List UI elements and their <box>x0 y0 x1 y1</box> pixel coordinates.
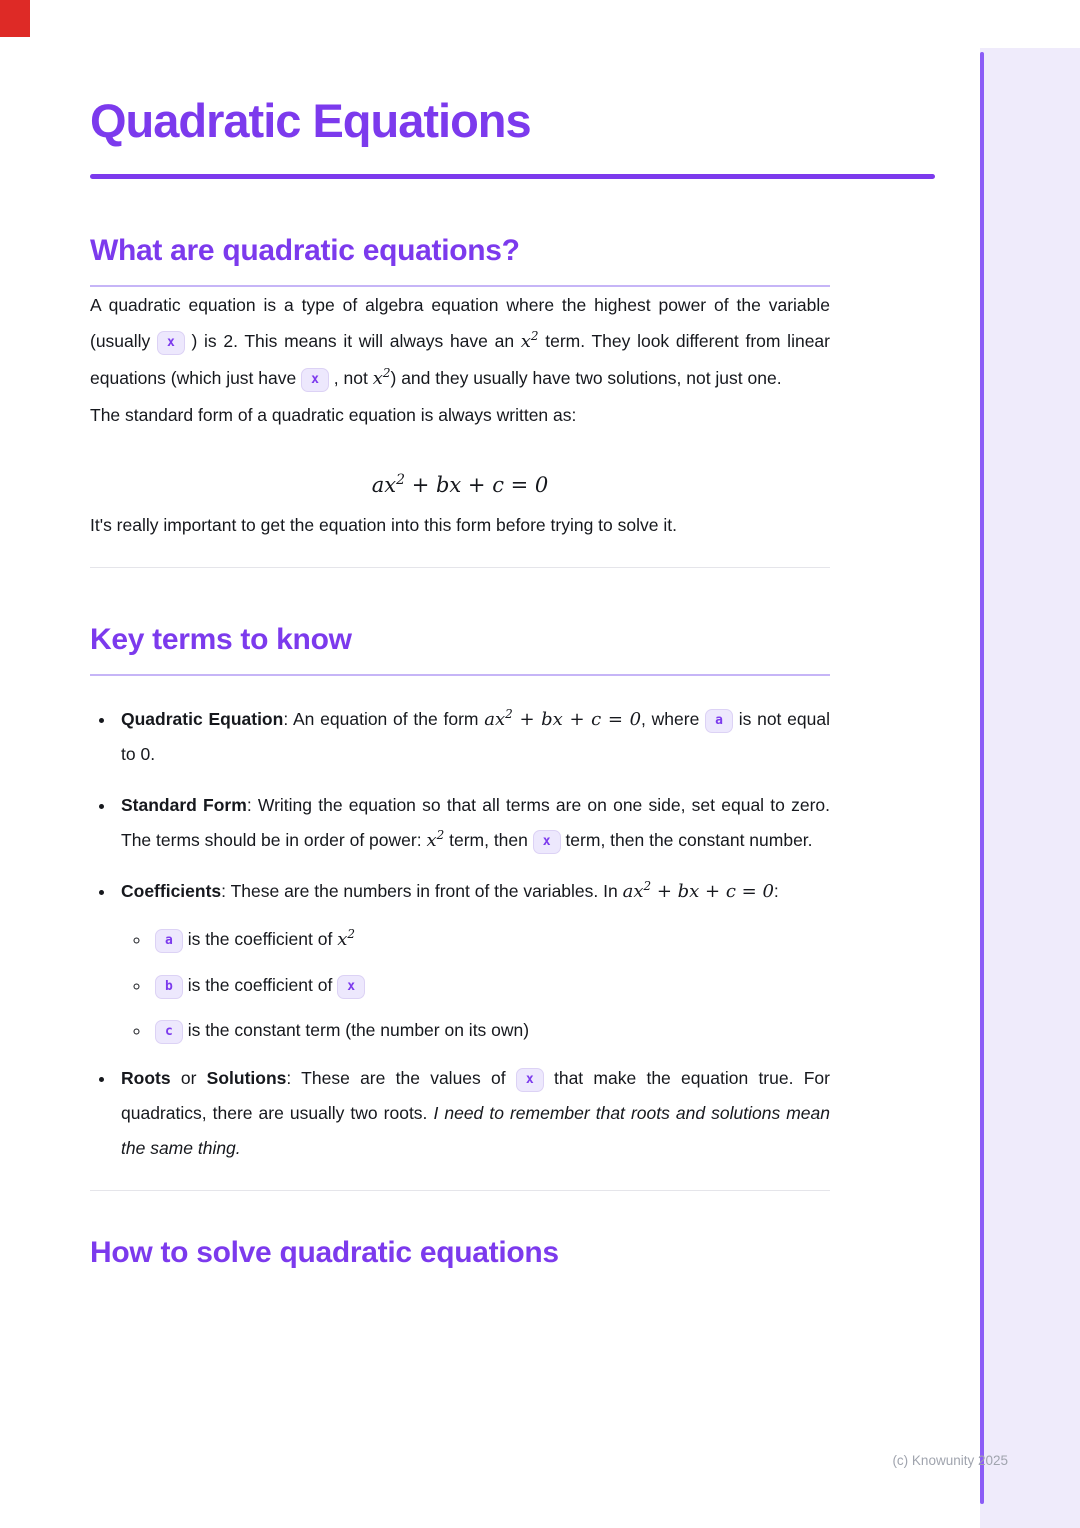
page-title: Quadratic Equations <box>90 94 531 147</box>
coefficient-sublist <box>121 924 830 1045</box>
italic-note: I need to remember that roots and solutions mean the same thing. <box>121 1103 830 1159</box>
section-heading-key-terms: Key terms to know <box>90 623 352 657</box>
section-divider <box>90 1190 830 1191</box>
intro-paragraph: A quadratic equation is a type of algebra equation where the highest power of the variable (usually x ) is 2. This means it will always have an $x^2$ term. They look different from linear equations (which just have x , not $x^2$) and they usually have two solutions, not just one. <box>90 287 830 397</box>
math-expression: $ax^2$ + bx + c = 0 <box>622 879 774 903</box>
bold-term: Coefficients <box>121 881 222 902</box>
section-heading-how-to-solve: How to solve quadratic equations <box>90 1236 559 1270</box>
term-standard-form: • Standard Form: Writing the equation so that all terms are on one side, set equal to zero. The terms should be in order of power: $x^2$ term, then x term, then the constant number. <box>116 788 830 858</box>
code-chip: b <box>155 975 183 999</box>
code-chip: x <box>301 368 329 392</box>
term-quadratic-equation: • Quadratic Equation: An equation of the form $ax^2$ + bx + c = 0, where a is not equal to 0. <box>116 702 830 772</box>
bold-term: Standard Form <box>121 795 247 816</box>
code-chip: c <box>155 1020 183 1044</box>
code-chip: a <box>155 929 183 953</box>
key-terms-list <box>90 702 830 1166</box>
section-divider <box>90 567 830 568</box>
section-key-terms <box>90 622 830 1166</box>
math-expression: $x^2$ <box>426 828 445 852</box>
math-expression: $ax^2$ + bx + c = 0 <box>371 472 549 498</box>
math-expression: $x^2$ <box>337 927 355 951</box>
standard-form-equation <box>90 473 830 507</box>
scrollbar-thumb[interactable] <box>980 52 984 1504</box>
title-rule <box>90 174 935 179</box>
coefficient-c-item: ◦ c is the constant term (the number on its own) <box>151 1015 830 1045</box>
document-content <box>90 0 830 1271</box>
math-expression: $ax^2$ + bx + c = 0 <box>484 707 642 731</box>
coefficient-a-item: ◦ a is the coefficient of $x^2$ <box>151 924 830 955</box>
bold-term: Quadratic Equation <box>121 709 284 730</box>
term-coefficients-text: Coefficients: These are the numbers in front of the variables. In $ax^2$ + bx + c = 0: <box>121 879 779 903</box>
copyright-text: (c) Knowunity 2025 <box>892 1453 1008 1468</box>
term-coefficients <box>116 874 830 1045</box>
red-corner-marker <box>0 0 30 37</box>
bold-term: Roots <box>121 1068 171 1089</box>
math-expression: $x^2$ <box>372 366 391 390</box>
section-rule <box>90 674 830 676</box>
form-importance-note: It's really important to get the equation into this form before trying to solve it. <box>90 515 677 536</box>
code-chip: x <box>157 331 185 355</box>
section-what-are <box>90 233 830 543</box>
coefficient-b-item: ◦ b is the coefficient of x <box>151 970 830 1000</box>
code-chip: a <box>705 709 733 733</box>
section-how-to-solve <box>90 1235 830 1271</box>
term-roots: • Roots or Solutions: These are the values of x that make the equation true. For quadratics, there are usually two roots. I need to remember that roots and solutions mean the same thing. <box>116 1061 830 1166</box>
math-expression: $x^2$ <box>520 329 539 353</box>
scrollbar-track[interactable] <box>980 48 1080 1528</box>
code-chip: x <box>516 1068 544 1092</box>
section-heading-what-are: What are quadratic equations? <box>90 234 520 268</box>
bold-term: Solutions <box>206 1068 287 1089</box>
code-chip: x <box>533 830 561 854</box>
standard-form-intro: The standard form of a quadratic equation is always written as: <box>90 405 577 426</box>
code-chip: x <box>337 975 365 999</box>
